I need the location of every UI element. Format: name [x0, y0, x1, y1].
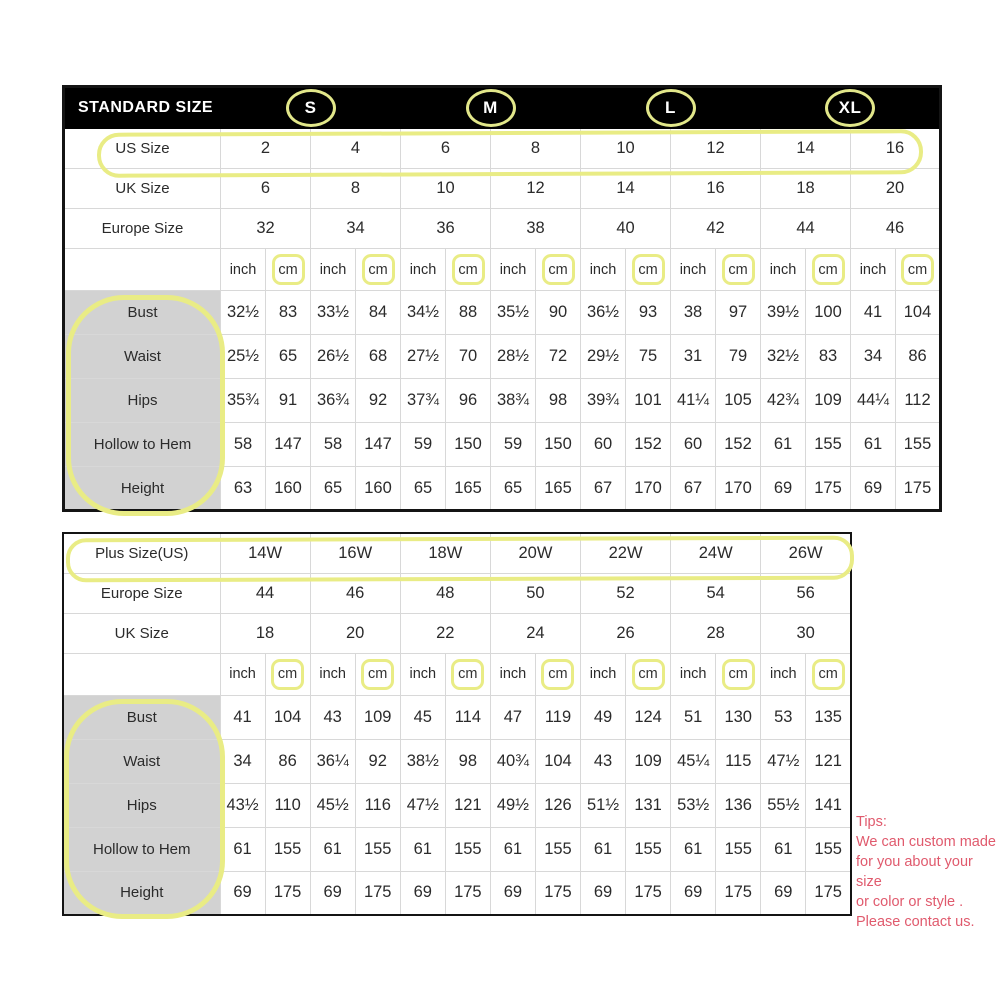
- size-value: 44: [220, 573, 310, 613]
- measure-value: 155: [806, 827, 851, 871]
- inch-unit-label: inch: [581, 653, 626, 695]
- size-value: 16: [671, 169, 761, 209]
- measure-value: 155: [445, 827, 490, 871]
- cm-highlight-box: cm: [451, 659, 484, 690]
- measure-value: 61: [851, 423, 896, 467]
- measure-value: 136: [716, 783, 761, 827]
- cm-highlight-box: cm: [271, 659, 304, 690]
- measure-value: 69: [310, 871, 355, 915]
- size-value: 6: [401, 129, 491, 169]
- measure-row: [63, 783, 851, 827]
- measure-value: 61: [400, 827, 445, 871]
- cm-unit-cell: [536, 249, 581, 291]
- measure-value: 160: [356, 467, 401, 511]
- measure-value: 53½: [671, 783, 716, 827]
- measure-value: 58: [311, 423, 356, 467]
- measure-value: 49: [581, 695, 626, 739]
- size-value: 26: [581, 613, 671, 653]
- measure-value: 36¼: [310, 739, 355, 783]
- measure-value: 155: [265, 827, 310, 871]
- measure-value: 43: [581, 739, 626, 783]
- inch-unit-label: inch: [490, 653, 535, 695]
- standard-size-table: [62, 85, 942, 512]
- measure-value: 83: [266, 291, 311, 335]
- inch-unit-label: inch: [761, 249, 806, 291]
- measure-value: 147: [356, 423, 401, 467]
- size-group-header: [761, 87, 941, 129]
- measure-value: 152: [716, 423, 761, 467]
- measure-value: 26½: [311, 335, 356, 379]
- row-label: Europe Size: [63, 573, 220, 613]
- measure-value: 69: [490, 871, 535, 915]
- measure-value: 155: [355, 827, 400, 871]
- measure-row: [64, 291, 941, 335]
- measure-value: 42¾: [761, 379, 806, 423]
- size-value: 20W: [490, 533, 580, 573]
- inch-unit-label: inch: [311, 249, 356, 291]
- inch-unit-label: inch: [310, 653, 355, 695]
- cm-highlight-box: cm: [362, 254, 395, 285]
- cm-highlight-box: cm: [452, 254, 485, 285]
- cm-unit-cell: [535, 653, 580, 695]
- size-value: 22W: [581, 533, 671, 573]
- measure-value: 135: [806, 695, 851, 739]
- measure-value: 69: [220, 871, 265, 915]
- measure-value: 25½: [221, 335, 266, 379]
- size-value: 10: [581, 129, 671, 169]
- measure-value: 175: [716, 871, 761, 915]
- size-value: 28: [671, 613, 761, 653]
- row-label: US Size: [64, 129, 221, 169]
- measure-value: 98: [445, 739, 490, 783]
- inch-unit-label: inch: [671, 249, 716, 291]
- size-value: 54: [671, 573, 761, 613]
- measure-value: 69: [761, 871, 806, 915]
- size-value: 22: [400, 613, 490, 653]
- empty-label-cell: [63, 653, 220, 695]
- size-value: 34: [311, 209, 401, 249]
- cm-unit-cell: [266, 249, 311, 291]
- measure-value: 69: [671, 871, 716, 915]
- measure-value: 105: [716, 379, 761, 423]
- size-group-header: [221, 87, 401, 129]
- table-title: STANDARD SIZE: [64, 87, 221, 129]
- inch-unit-label: inch: [220, 653, 265, 695]
- size-row: [63, 613, 851, 653]
- measure-value: 131: [626, 783, 671, 827]
- size-value: 56: [761, 573, 851, 613]
- size-row: [63, 533, 851, 573]
- cm-highlight-box: cm: [722, 254, 755, 285]
- size-value: 50: [490, 573, 580, 613]
- measure-label: Waist: [64, 335, 221, 379]
- measure-value: 104: [535, 739, 580, 783]
- measure-value: 49½: [490, 783, 535, 827]
- measure-value: 104: [265, 695, 310, 739]
- empty-label-cell: [64, 249, 221, 291]
- row-label: Plus Size(US): [63, 533, 220, 573]
- measure-value: 58: [221, 423, 266, 467]
- measure-value: 27½: [401, 335, 446, 379]
- measure-value: 75: [626, 335, 671, 379]
- inch-unit-label: inch: [761, 653, 806, 695]
- measure-value: 165: [536, 467, 581, 511]
- size-value: 6: [221, 169, 311, 209]
- size-value: 46: [851, 209, 941, 249]
- measure-row: [63, 871, 851, 915]
- cm-highlight-box: cm: [541, 659, 574, 690]
- cm-unit-cell: [806, 249, 851, 291]
- measure-value: 63: [221, 467, 266, 511]
- measure-value: 41¼: [671, 379, 716, 423]
- measure-value: 150: [536, 423, 581, 467]
- measure-value: 29½: [581, 335, 626, 379]
- tips-line: We can custom made: [856, 834, 996, 850]
- measure-value: 31: [671, 335, 716, 379]
- measure-value: 150: [446, 423, 491, 467]
- measure-value: 155: [806, 423, 851, 467]
- measure-value: 43½: [220, 783, 265, 827]
- measure-value: 65: [266, 335, 311, 379]
- measure-value: 69: [761, 467, 806, 511]
- measure-value: 47: [490, 695, 535, 739]
- measure-label: Hips: [64, 379, 221, 423]
- measure-value: 51½: [581, 783, 626, 827]
- measure-value: 36½: [581, 291, 626, 335]
- measure-value: 160: [266, 467, 311, 511]
- measure-value: 61: [220, 827, 265, 871]
- size-value: 38: [491, 209, 581, 249]
- measure-label: Hollow to Hem: [63, 827, 220, 871]
- size-row: [64, 209, 941, 249]
- size-value: 32: [221, 209, 311, 249]
- table-header-row: [64, 87, 941, 129]
- size-row: [64, 129, 941, 169]
- measure-value: 32½: [221, 291, 266, 335]
- measure-value: 59: [491, 423, 536, 467]
- measure-row: [63, 695, 851, 739]
- measure-value: 86: [896, 335, 941, 379]
- cm-unit-cell: [265, 653, 310, 695]
- measure-value: 124: [626, 695, 671, 739]
- measure-value: 67: [671, 467, 716, 511]
- measure-value: 104: [896, 291, 941, 335]
- row-label: UK Size: [63, 613, 220, 653]
- measure-label: Bust: [64, 291, 221, 335]
- measure-row: [63, 739, 851, 783]
- measure-value: 115: [716, 739, 761, 783]
- measure-value: 147: [266, 423, 311, 467]
- size-group-header: [401, 87, 581, 129]
- measure-value: 43: [310, 695, 355, 739]
- cm-unit-cell: [626, 249, 671, 291]
- measure-row: [64, 423, 941, 467]
- measure-row: [64, 335, 941, 379]
- cm-unit-cell: [626, 653, 671, 695]
- measure-value: 35¾: [221, 379, 266, 423]
- size-value: 42: [671, 209, 761, 249]
- measure-row: [64, 379, 941, 423]
- measure-value: 36¾: [311, 379, 356, 423]
- measure-value: 170: [626, 467, 671, 511]
- cm-highlight-box: cm: [812, 659, 845, 690]
- inch-unit-label: inch: [581, 249, 626, 291]
- measure-row: [63, 827, 851, 871]
- size-value: 14W: [220, 533, 310, 573]
- tips-note: [856, 812, 998, 932]
- measure-value: 91: [266, 379, 311, 423]
- cm-unit-cell: [896, 249, 941, 291]
- size-value: 12: [491, 169, 581, 209]
- row-label: Europe Size: [64, 209, 221, 249]
- measure-label: Bust: [63, 695, 220, 739]
- size-value: 46: [310, 573, 400, 613]
- measure-value: 61: [761, 423, 806, 467]
- measure-value: 38¾: [491, 379, 536, 423]
- measure-value: 34: [851, 335, 896, 379]
- measure-value: 41: [851, 291, 896, 335]
- measure-value: 59: [401, 423, 446, 467]
- measure-value: 65: [401, 467, 446, 511]
- measure-value: 61: [490, 827, 535, 871]
- measure-value: 152: [626, 423, 671, 467]
- measure-value: 114: [445, 695, 490, 739]
- measure-value: 155: [716, 827, 761, 871]
- cm-unit-cell: [445, 653, 490, 695]
- measure-label: Hollow to Hem: [64, 423, 221, 467]
- measure-value: 109: [806, 379, 851, 423]
- measure-value: 69: [581, 871, 626, 915]
- measure-value: 165: [446, 467, 491, 511]
- size-row: [63, 573, 851, 613]
- size-value: 14: [761, 129, 851, 169]
- measure-value: 83: [806, 335, 851, 379]
- size-value: 40: [581, 209, 671, 249]
- measure-value: 51: [671, 695, 716, 739]
- tips-line: for you about your size: [856, 854, 973, 890]
- measure-value: 88: [446, 291, 491, 335]
- measure-value: 60: [671, 423, 716, 467]
- measure-value: 28½: [491, 335, 536, 379]
- unit-row: [63, 653, 851, 695]
- cm-highlight-box: cm: [901, 254, 934, 285]
- measure-value: 175: [626, 871, 671, 915]
- size-value: 2: [221, 129, 311, 169]
- measure-value: 175: [806, 467, 851, 511]
- measure-value: 121: [445, 783, 490, 827]
- tips-title: Tips:: [856, 814, 887, 830]
- tips-line: Please contact us.: [856, 914, 975, 930]
- measure-value: 84: [356, 291, 401, 335]
- measure-value: 61: [761, 827, 806, 871]
- measure-value: 38½: [400, 739, 445, 783]
- measure-value: 110: [265, 783, 310, 827]
- size-value: 30: [761, 613, 851, 653]
- measure-value: 45: [400, 695, 445, 739]
- row-label: UK Size: [64, 169, 221, 209]
- unit-row: [64, 249, 941, 291]
- measure-value: 112: [896, 379, 941, 423]
- measure-value: 175: [445, 871, 490, 915]
- plus-size-table: [62, 532, 852, 916]
- cm-unit-cell: [716, 653, 761, 695]
- measure-value: 32½: [761, 335, 806, 379]
- measure-value: 86: [265, 739, 310, 783]
- measure-value: 40¾: [490, 739, 535, 783]
- measure-value: 92: [355, 739, 400, 783]
- size-value: 16: [851, 129, 941, 169]
- measure-label: Height: [64, 467, 221, 511]
- cm-highlight-box: cm: [632, 659, 665, 690]
- size-value: 12: [671, 129, 761, 169]
- measure-value: 41: [220, 695, 265, 739]
- measure-value: 90: [536, 291, 581, 335]
- size-value: 20: [851, 169, 941, 209]
- size-value: 18: [761, 169, 851, 209]
- measure-value: 45¼: [671, 739, 716, 783]
- cm-highlight-box: cm: [812, 254, 845, 285]
- size-value: 52: [581, 573, 671, 613]
- size-value: 10: [401, 169, 491, 209]
- measure-value: 47½: [400, 783, 445, 827]
- size-value: 36: [401, 209, 491, 249]
- size-value: 24W: [671, 533, 761, 573]
- measure-value: 96: [446, 379, 491, 423]
- measure-value: 61: [581, 827, 626, 871]
- measure-value: 37¾: [401, 379, 446, 423]
- measure-value: 155: [535, 827, 580, 871]
- inch-unit-label: inch: [671, 653, 716, 695]
- inch-unit-label: inch: [491, 249, 536, 291]
- measure-value: 72: [536, 335, 581, 379]
- size-value: 4: [311, 129, 401, 169]
- size-value: 8: [311, 169, 401, 209]
- measure-value: 170: [716, 467, 761, 511]
- size-value: 14: [581, 169, 671, 209]
- measure-value: 53: [761, 695, 806, 739]
- measure-value: 126: [535, 783, 580, 827]
- measure-value: 60: [581, 423, 626, 467]
- size-l-circle-highlight: L: [646, 89, 696, 127]
- measure-value: 47½: [761, 739, 806, 783]
- size-row: [64, 169, 941, 209]
- measure-value: 67: [581, 467, 626, 511]
- cm-unit-cell: [356, 249, 401, 291]
- cm-unit-cell: [716, 249, 761, 291]
- measure-value: 65: [311, 467, 356, 511]
- inch-unit-label: inch: [401, 249, 446, 291]
- measure-value: 175: [535, 871, 580, 915]
- size-value: 20: [310, 613, 400, 653]
- measure-value: 141: [806, 783, 851, 827]
- measure-value: 109: [626, 739, 671, 783]
- measure-value: 116: [355, 783, 400, 827]
- measure-value: 175: [806, 871, 851, 915]
- measure-value: 68: [356, 335, 401, 379]
- cm-unit-cell: [446, 249, 491, 291]
- measure-value: 98: [536, 379, 581, 423]
- measure-value: 69: [400, 871, 445, 915]
- size-s-circle-highlight: S: [286, 89, 336, 127]
- cm-highlight-box: cm: [632, 254, 665, 285]
- measure-value: 33½: [311, 291, 356, 335]
- size-value: 16W: [310, 533, 400, 573]
- cm-unit-cell: [806, 653, 851, 695]
- size-value: 26W: [761, 533, 851, 573]
- cm-highlight-box: cm: [272, 254, 305, 285]
- measure-value: 35½: [491, 291, 536, 335]
- measure-value: 92: [356, 379, 401, 423]
- measure-value: 155: [626, 827, 671, 871]
- measure-value: 121: [806, 739, 851, 783]
- measure-value: 69: [851, 467, 896, 511]
- size-value: 48: [400, 573, 490, 613]
- measure-value: 79: [716, 335, 761, 379]
- size-xl-circle-highlight: XL: [825, 89, 875, 127]
- measure-value: 34: [220, 739, 265, 783]
- size-value: 18: [220, 613, 310, 653]
- cm-highlight-box: cm: [542, 254, 575, 285]
- measure-value: 97: [716, 291, 761, 335]
- inch-unit-label: inch: [851, 249, 896, 291]
- size-value: 44: [761, 209, 851, 249]
- measure-value: 38: [671, 291, 716, 335]
- measure-value: 44¼: [851, 379, 896, 423]
- measure-value: 61: [310, 827, 355, 871]
- measure-value: 93: [626, 291, 671, 335]
- measure-value: 175: [265, 871, 310, 915]
- size-m-circle-highlight: M: [466, 89, 516, 127]
- measure-value: 55½: [761, 783, 806, 827]
- size-value: 8: [491, 129, 581, 169]
- measure-label: Waist: [63, 739, 220, 783]
- measure-row: [64, 467, 941, 511]
- measure-label: Hips: [63, 783, 220, 827]
- size-group-header: [581, 87, 761, 129]
- size-value: 24: [490, 613, 580, 653]
- inch-unit-label: inch: [221, 249, 266, 291]
- measure-value: 101: [626, 379, 671, 423]
- measure-value: 45½: [310, 783, 355, 827]
- size-value: 18W: [400, 533, 490, 573]
- measure-value: 155: [896, 423, 941, 467]
- measure-value: 39½: [761, 291, 806, 335]
- measure-label: Height: [63, 871, 220, 915]
- cm-unit-cell: [355, 653, 400, 695]
- measure-value: 34½: [401, 291, 446, 335]
- measure-value: 70: [446, 335, 491, 379]
- measure-value: 130: [716, 695, 761, 739]
- measure-value: 175: [896, 467, 941, 511]
- measure-value: 175: [355, 871, 400, 915]
- measure-value: 100: [806, 291, 851, 335]
- inch-unit-label: inch: [400, 653, 445, 695]
- measure-value: 39¾: [581, 379, 626, 423]
- cm-highlight-box: cm: [361, 659, 394, 690]
- cm-highlight-box: cm: [722, 659, 755, 690]
- measure-value: 119: [535, 695, 580, 739]
- measure-value: 65: [491, 467, 536, 511]
- measure-value: 61: [671, 827, 716, 871]
- tips-line: or color or style .: [856, 894, 964, 910]
- measure-value: 109: [355, 695, 400, 739]
